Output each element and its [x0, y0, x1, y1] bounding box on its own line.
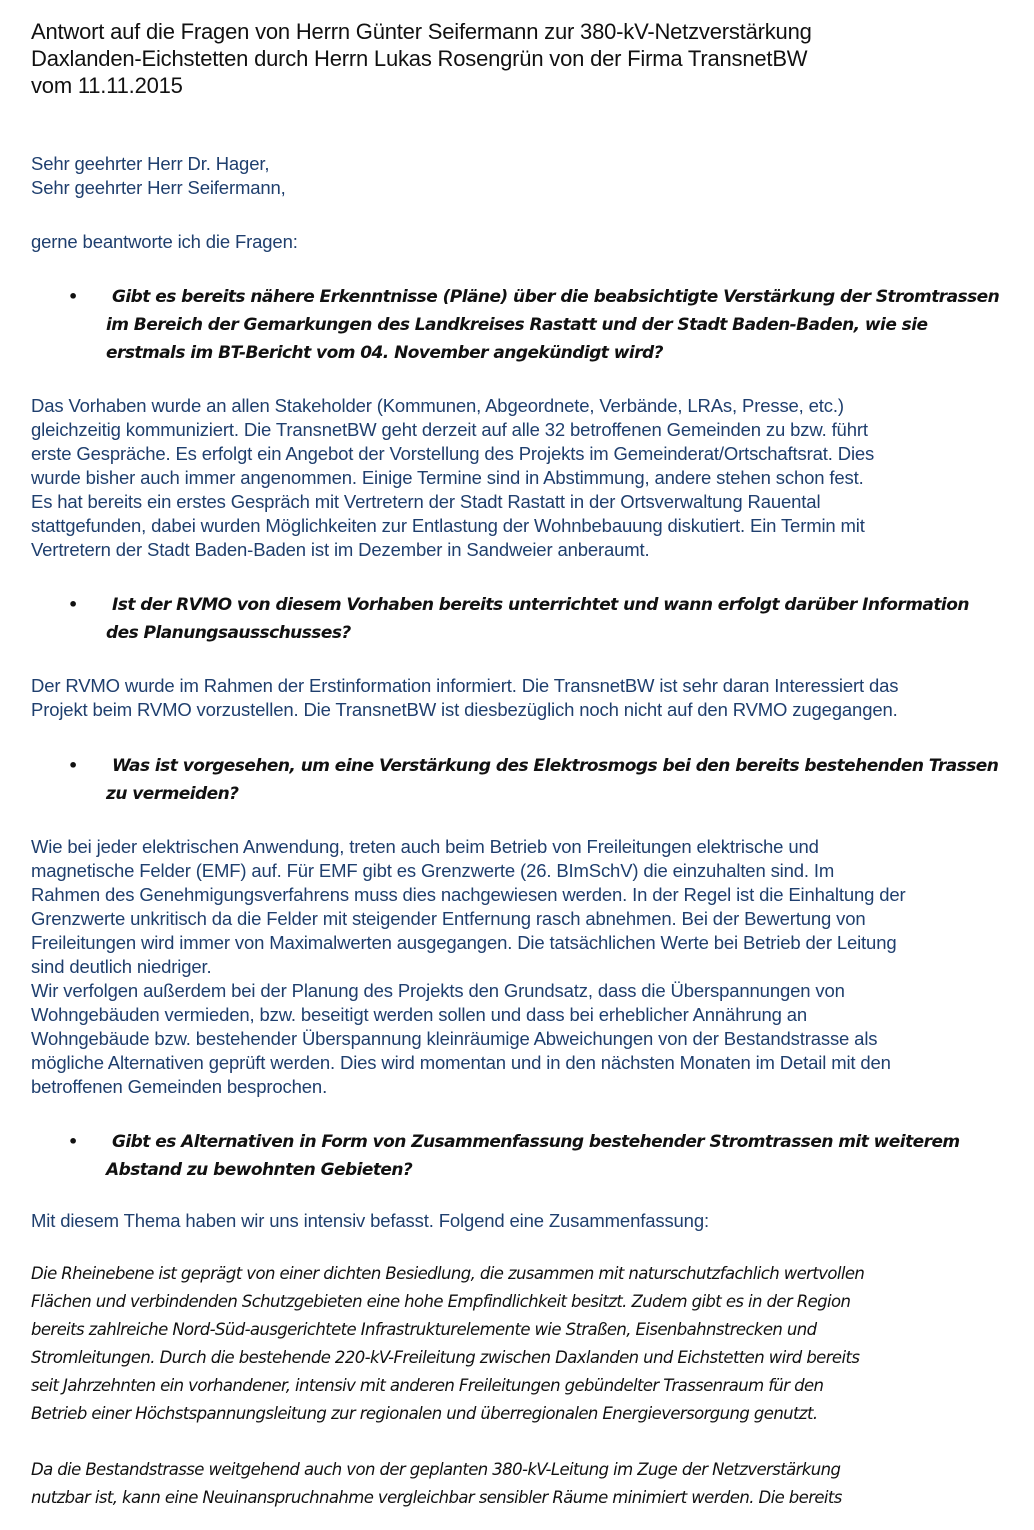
summary-line: Die Rheinebene ist geprägt von einer dichten Besiedlung, die zusammen mit naturschutzfachlich wertvollen [31, 1264, 865, 1283]
answer-line: erste Gespräche. Es erfolgt ein Angebot der Vorstellung des Projekts im Gemeinderat/Ortschaftsrat. Dies [31, 443, 875, 464]
answer-line: Wie bei jeder elektrischen Anwendung, treten auch beim Betrieb von Freileitungen elektrische und [31, 836, 819, 857]
answer-line: magnetische Felder (EMF) auf. Für EMF gibt es Grenzwerte (26. BImSchV) die einzuhalten sind. Im [31, 860, 835, 881]
answer-line: stattgefunden, dabei wurden Möglichkeiten zur Entlastung der Wohnbebauung diskutiert. Ein Termin mit [31, 515, 865, 536]
question-line: Gibt es Alternativen in Form von Zusammenfassung bestehender Stromtrassen mit weiterem [112, 1132, 960, 1152]
summary-line: seit Jahrzehnten ein vorhandener, intensiv mit anderen Freileitungen gebündelter Trassenraum für den [31, 1376, 824, 1395]
answer-line: Grenzwerte unkritisch da die Felder mit steigender Entfernung rasch abnehmen. Bei der Bewertung von [31, 908, 866, 929]
summary-line: Da die Bestandstrasse weitgehend auch von der geplanten 380-kV-Leitung im Zuge der Netzverstärkung [31, 1460, 841, 1479]
answer-line: Mit diesem Thema haben wir uns intensiv befasst. Folgend eine Zusammenfassung: [31, 1210, 709, 1231]
salutation-line: Sehr geehrter Herr Seifermann, [31, 177, 286, 198]
answer-3 [31, 835, 1031, 1099]
question-line: Abstand zu bewohnten Gebieten? [106, 1160, 413, 1180]
summary-line: bereits zahlreiche Nord-Süd-ausgerichtete Infrastrukturelemente wie Straßen, Eisenbahnstrecken und [31, 1320, 817, 1339]
answer-line: Vertretern der Stadt Baden-Baden ist im Dezember in Sandweier anberaumt. [31, 539, 650, 560]
question-line: Was ist vorgesehen, um eine Verstärkung des Elektrosmogs bei den bereits bestehenden Trassen [112, 756, 999, 776]
answer-line: sind deutlich niedriger. [31, 956, 212, 977]
answer-line: Wohngebäude bzw. bestehender Überspannung kleinräumige Abweichungen von der Bestandstrasse als [31, 1028, 878, 1049]
answer-line: gleichzeitig kommuniziert. Die TransnetBW geht derzeit auf alle 32 betroffenen Gemeinden zu bzw. führt [31, 419, 868, 440]
intro-text: gerne beantworte ich die Fragen: [31, 231, 298, 252]
question-line: zu vermeiden? [106, 784, 239, 804]
question-line: Gibt es bereits nähere Erkenntnisse (Pläne) über die beabsichtigte Verstärkung der Stromtrassen [112, 287, 1000, 307]
answer-line: Das Vorhaben wurde an allen Stakeholder (Kommunen, Abgeordnete, Verbände, LRAs, Presse, etc.) [31, 395, 844, 416]
answer-line: Es hat bereits ein erstes Gespräch mit Vertretern der Stadt Rastatt in der Ortsverwaltung Rauental [31, 491, 821, 512]
answer-1 [31, 394, 1031, 562]
answer-line: mögliche Alternativen geprüft werden. Dies wird momentan und in den nächsten Monaten im Detail mit den [31, 1052, 891, 1073]
title-line: Antwort auf die Fragen von Herrn Günter Seifermann zur 380-kV-Netzverstärkung [31, 19, 812, 44]
answer-line: Projekt beim RVMO vorzustellen. Die TransnetBW ist diesbezüglich noch nicht auf den RVMO zugegangen. [31, 699, 898, 720]
summary-line: Flächen und verbindenden Schutzgebieten eine hohe Empfindlichkeit besitzt. Zudem gibt es in der Region [31, 1292, 851, 1311]
answer-line: wurde bisher auch immer angenommen. Einige Termine sind in Abstimmung, andere stehen schon fest. [31, 467, 864, 488]
question-line: des Planungsausschusses? [106, 623, 351, 643]
bullet-icon: • [68, 756, 78, 775]
salutation [31, 152, 1031, 200]
question-line: Ist der RVMO von diesem Vorhaben bereits unterrichtet und wann erfolgt darüber Information [112, 595, 969, 615]
bullet-icon: • [68, 1132, 78, 1151]
answer-line: Freileitungen wird immer von Maximalwerten ausgegangen. Die tatsächlichen Werte bei Betrieb der Leitung [31, 932, 897, 953]
question-line: im Bereich der Gemarkungen des Landkreises Rastatt und der Stadt Baden-Baden, wie sie [106, 315, 928, 335]
answer-4 [31, 1209, 1031, 1233]
summary-line: Stromleitungen. Durch die bestehende 220-kV-Freileitung zwischen Daxlanden und Eichstetten wird bereits [31, 1348, 860, 1367]
bullet-icon: • [68, 287, 78, 306]
summary-paragraph-2 [31, 1456, 1031, 1512]
answer-line: Wir verfolgen außerdem bei der Planung des Projekts den Grundsatz, dass die Überspannungen von [31, 980, 845, 1001]
answer-2 [31, 674, 1031, 722]
title-date-line: vom 11.11.2015 [31, 73, 183, 98]
answer-line: Der RVMO wurde im Rahmen der Erstinformation informiert. Die TransnetBW ist sehr daran Interessiert das [31, 675, 899, 696]
title-line: Daxlanden-Eichstetten durch Herrn Lukas Rosengrün von der Firma TransnetBW [31, 46, 808, 71]
summary-line: Betrieb einer Höchstspannungsleitung zur regionalen und überregionalen Energieversorgung genutzt. [31, 1404, 818, 1423]
answer-line: Rahmen des Genehmigungsverfahrens muss dies nachgewiesen werden. In der Regel ist die Einhaltung der [31, 884, 906, 905]
answer-line: Wohngebäuden vermieden, bzw. beseitigt werden sollen und dass bei erheblicher Annährung an [31, 1004, 808, 1025]
salutation-line: Sehr geehrter Herr Dr. Hager, [31, 153, 270, 174]
summary-paragraph-1 [31, 1260, 1031, 1428]
summary-line: nutzbar ist, kann eine Neuinanspruchnahme vergleichbar sensibler Räume minimiert werden. Die bereits [31, 1488, 842, 1507]
document-title [31, 18, 1021, 99]
question-line: erstmals im BT-Bericht vom 04. November angekündigt wird? [106, 343, 663, 363]
bullet-icon: • [68, 595, 78, 614]
answer-line: betroffenen Gemeinden besprochen. [31, 1076, 328, 1097]
